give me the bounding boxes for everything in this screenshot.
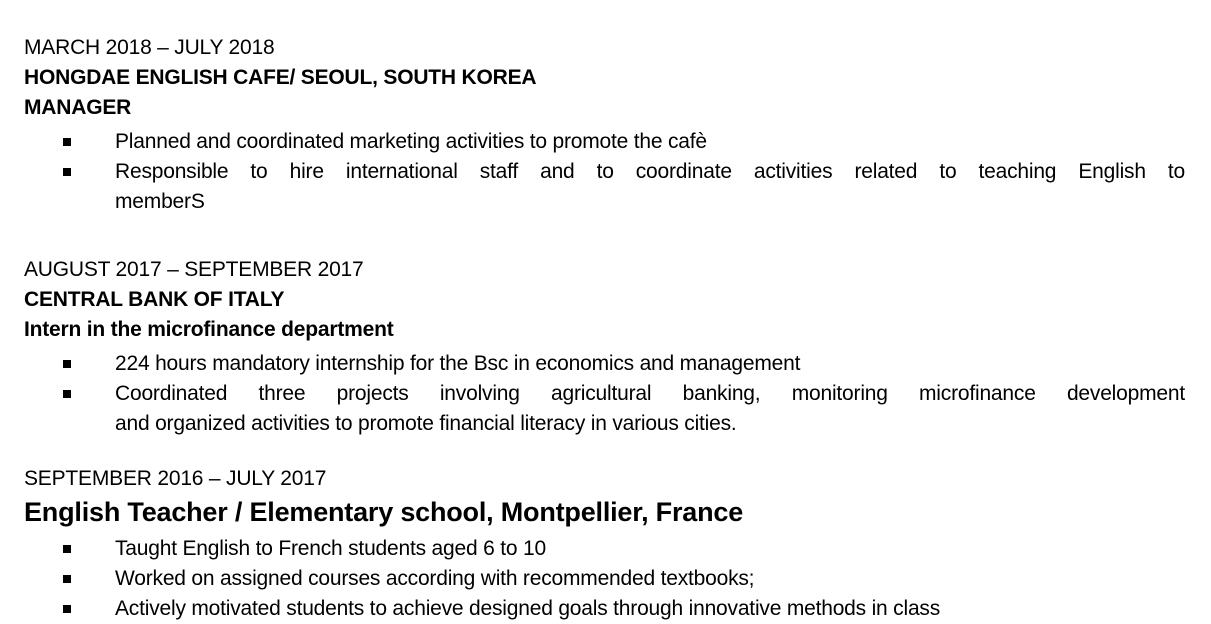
bullet-text <box>115 564 1185 594</box>
bullet-item <box>24 127 1185 157</box>
square-bullet-icon <box>63 138 71 146</box>
experience-entry <box>24 33 1185 217</box>
experience-entry <box>24 464 1185 624</box>
entry-title: CENTRAL BANK OF ITALY <box>24 288 285 311</box>
bullet-list <box>24 349 1185 439</box>
entry-title: English Teacher / Elementary school, Montpellier, France <box>24 497 744 527</box>
bullet-list <box>24 127 1185 217</box>
bullet-line: Worked on assigned courses according with recommended textbooks; <box>115 567 755 590</box>
date-range: AUGUST 2017 – SEPTEMBER 2017 <box>24 258 364 281</box>
bullet-text <box>115 594 1185 624</box>
date-range: SEPTEMBER 2016 – JULY 2017 <box>24 467 327 490</box>
bullet-text <box>115 127 1185 157</box>
square-bullet-icon <box>63 575 71 583</box>
bullet-item <box>24 157 1185 217</box>
bullet-item <box>24 379 1185 439</box>
entry-title: MANAGER <box>24 96 132 119</box>
bullet-text <box>115 379 1185 439</box>
bullet-line: 224 hours mandatory internship for the Bsc in economics and management <box>115 352 801 375</box>
bullet-text <box>115 349 1185 379</box>
bullet-text <box>115 157 1185 217</box>
square-bullet-icon <box>63 605 71 613</box>
bullet-item <box>24 349 1185 379</box>
bullet-line: Planned and coordinated marketing activities to promote the cafè <box>115 130 707 153</box>
experience-entry <box>24 255 1185 439</box>
square-bullet-icon <box>63 168 71 176</box>
bullet-line: Responsible to hire international staff and to coordinate activities related to teaching English to <box>115 160 1185 183</box>
square-bullet-icon <box>63 390 71 398</box>
entry-title: HONGDAE ENGLISH CAFE/ SEOUL, SOUTH KOREA <box>24 66 537 89</box>
bullet-list <box>24 534 1185 624</box>
bullet-line: Taught English to French students aged 6 to 10 <box>115 537 546 560</box>
bullet-item <box>24 594 1185 624</box>
bullet-line: Actively motivated students to achieve designed goals through innovative methods in class <box>115 597 941 620</box>
date-range: MARCH 2018 – JULY 2018 <box>24 36 275 59</box>
entry-title: Intern in the microfinance department <box>24 318 394 341</box>
bullet-line: Coordinated three projects involving agricultural banking, monitoring microfinance development <box>115 382 1185 405</box>
bullet-text <box>115 534 1185 564</box>
bullet-item <box>24 534 1185 564</box>
square-bullet-icon <box>63 545 71 553</box>
bullet-item <box>24 564 1185 594</box>
square-bullet-icon <box>63 360 71 368</box>
experience-section-list <box>24 33 1185 624</box>
bullet-line: memberS <box>115 190 205 213</box>
bullet-line: and organized activities to promote financial literacy in various cities. <box>115 412 737 435</box>
